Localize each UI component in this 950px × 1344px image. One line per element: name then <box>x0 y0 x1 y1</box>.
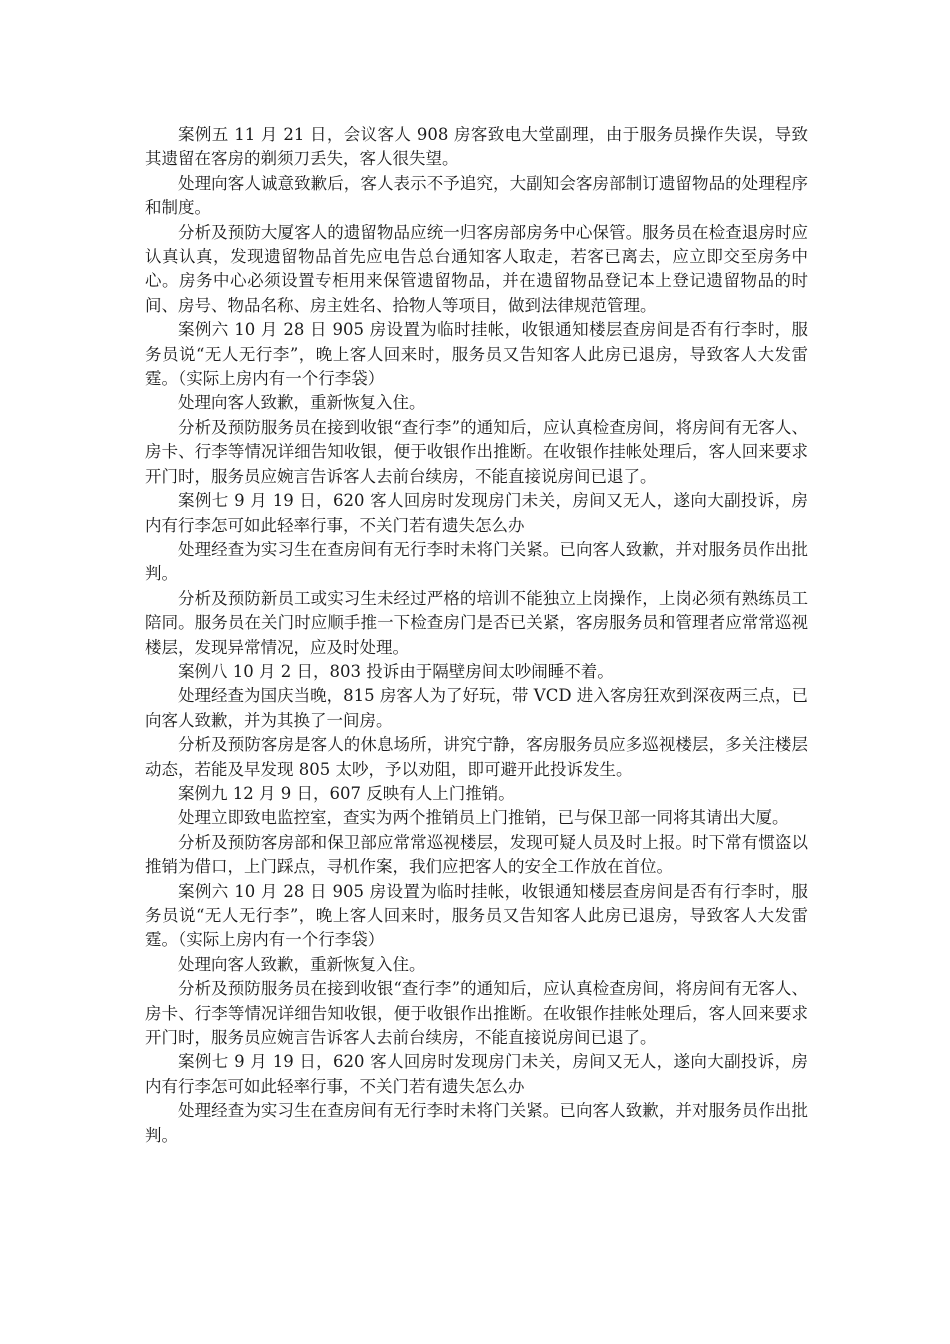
paragraph-case9-analysis: 分析及预防客房部和保卫部应常常巡视楼层，发现可疑人员及时上报。时下常有惯盗以推销为借口，上门踩点，寻机作案，我们应把客人的安全工作放在首位。 <box>145 832 808 877</box>
paragraph-case6-incident: 案例六 10 月 28 日 905 房设置为临时挂帐，收银通知楼层查房间是否有行李时，服务员说“无人无行李”，晚上客人回来时，服务员又告知客人此房已退房，导致客人大发雷霆。（实际上房内有一个行李袋） <box>145 320 808 389</box>
paragraph-case7-incident-repeat: 案例七 9 月 19 日，620 客人回房时发现房门未关，房间又无人，遂向大副投诉，房内有行李怎可如此轻率行事，不关门若有遗失怎么办 <box>145 1052 808 1096</box>
paragraph-case7-handling: 处理经查为实习生在查房间有无行李时未将门关紧。已向客人致歉，并对服务员作出批判。 <box>145 539 808 584</box>
paragraph-case7-analysis: 分析及预防新员工或实习生未经过严格的培训不能独立上岗操作，上岗必须有熟练员工陪同。服务员在关门时应顺手推一下检查房门是否已关紧，客房服务员和管理者应常常巡视楼层，发现异常情况，应及时处理。 <box>145 588 808 657</box>
paragraph-case9-incident: 案例九 12 月 9 日，607 反映有人上门推销。 <box>178 783 515 803</box>
document-body <box>145 123 808 1148</box>
paragraph-case6-incident-repeat: 案例六 10 月 28 日 905 房设置为临时挂帐，收银通知楼层查房间是否有行李时，服务员说“无人无行李”，晚上客人回来时，服务员又告知客人此房已退房，导致客人大发雷霆。（实际上房内有一个行李袋） <box>145 881 808 950</box>
paragraph-case5-analysis: 分析及预防大厦客人的遗留物品应统一归客房部房务中心保管。服务员在检查退房时应认真认真，发现遗留物品首先应电告总台通知客人取走，若客已离去，应立即交至房务中心。房务中心必须设置专柜用来保管遗留物品，并在遗留物品登记本上登记遗留物品的时间、房号、物品名称、房主姓名、拾物人等项目，做到法律规范管理。 <box>145 222 808 315</box>
paragraph-case7-incident: 案例七 9 月 19 日，620 客人回房时发现房门未关，房间又无人，遂向大副投诉，房内有行李怎可如此轻率行事，不关门若有遗失怎么办 <box>145 491 808 535</box>
paragraph-case9-handling: 处理立即致电监控室，查实为两个推销员上门推销，已与保卫部一同将其请出大厦。 <box>178 808 789 828</box>
paragraph-case6-handling-repeat: 处理向客人致歉，重新恢复入住。 <box>178 954 426 974</box>
paragraph-case6-analysis: 分析及预防服务员在接到收银“查行李”的通知后，应认真检查房间，将房间有无客人、房卡、行李等情况详细告知收银，便于收银作出推断。在收银作挂帐处理后，客人回来要求开门时，服务员应婉言告诉客人去前台续房，不能直接说房间已退了。 <box>145 417 808 486</box>
paragraph-case8-incident: 案例八 10 月 2 日，803 投诉由于隔壁房间太吵闹睡不着。 <box>178 661 614 681</box>
paragraph-case5-incident: 案例五 11 月 21 日，会议客人 908 房客致电大堂副理，由于服务员操作失误，导致其遗留在客房的剃须刀丢失，客人很失望。 <box>145 125 808 169</box>
paragraph-case6-handling: 处理向客人致歉，重新恢复入住。 <box>178 393 426 413</box>
paragraph-case8-analysis: 分析及预防客房是客人的休息场所，讲究宁静，客房服务员应多巡视楼层，多关注楼层动态，若能及早发现 805 太吵，予以劝阻，即可避开此投诉发生。 <box>145 735 808 779</box>
paragraph-case5-handling: 处理向客人诚意致歉后，客人表示不予追究，大副知会客房部制订遗留物品的处理程序和制度。 <box>145 173 808 218</box>
paragraph-case6-analysis-repeat: 分析及预防服务员在接到收银“查行李”的通知后，应认真检查房间，将房间有无客人、房卡、行李等情况详细告知收银，便于收银作出推断。在收银作挂帐处理后，客人回来要求开门时，服务员应婉言告诉客人去前台续房，不能直接说房间已退了。 <box>145 979 808 1048</box>
paragraph-case8-handling: 处理经查为国庆当晚，815 房客人为了好玩，带 VCD 进入客房狂欢到深夜两三点，已向客人致歉，并为其换了一间房。 <box>145 686 808 730</box>
paragraph-case7-handling-repeat: 处理经查为实习生在查房间有无行李时未将门关紧。已向客人致歉，并对服务员作出批判。 <box>145 1101 808 1145</box>
